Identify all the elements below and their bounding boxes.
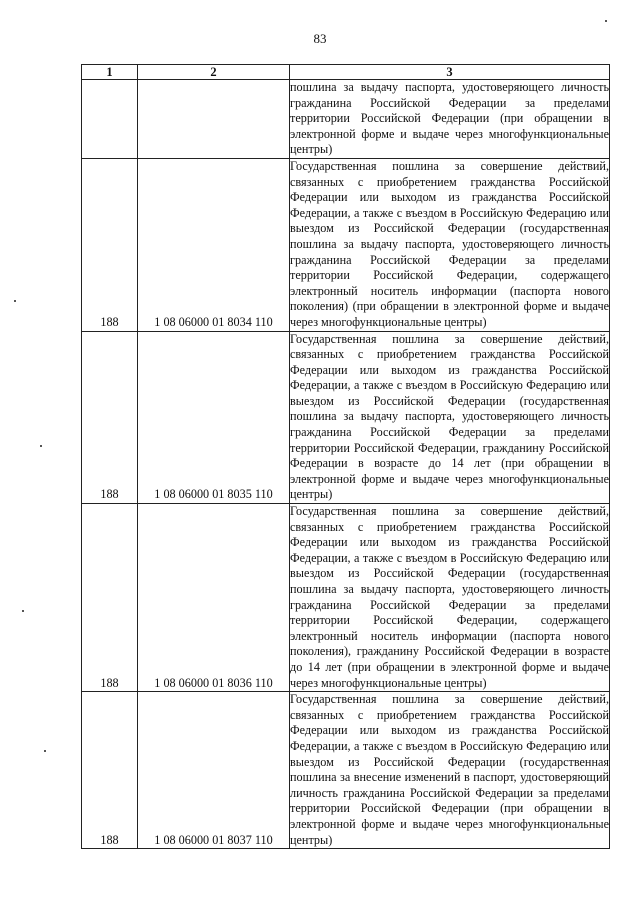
budget-code-cell (138, 80, 290, 159)
description-cell: Государственная пошлина за совершение действий, связанных с приобретением гражданства Российской Федерации или выходом из гражданства Российской Федерации, а также с въездом в Российскую Федерацию или выездом из Российской Федерации (государственная пошлина за внесение изменений в паспорт, удостоверяющий личность гражданина Российской Федерации за пределами территории Российской Федерации (при обращении в электронной форме и выдаче через многофункциональные центры) (290, 692, 610, 849)
table-row (82, 504, 610, 692)
column-header: 1 (82, 65, 138, 80)
budget-code-cell: 1 08 06000 01 8036 110 (138, 504, 290, 692)
table-row (82, 80, 610, 159)
column-header: 2 (138, 65, 290, 80)
budget-code-cell: 1 08 06000 01 8034 110 (138, 158, 290, 331)
scan-speck (22, 610, 24, 612)
scan-speck (14, 300, 16, 302)
column-header: 3 (290, 65, 610, 80)
budget-code-cell: 1 08 06000 01 8035 110 (138, 331, 290, 504)
scan-speck (40, 445, 42, 447)
description-cell: пошлина за выдачу паспорта, удостоверяющего личность гражданина Российской Федерации за пределами территории Российской Федерации (при обращении в электронной форме и выдаче через многофункциональные центры) (290, 80, 610, 159)
table-row (82, 331, 610, 504)
table-row (82, 158, 610, 331)
table-row (82, 692, 610, 849)
scan-speck (44, 750, 46, 752)
scan-speck (605, 20, 607, 22)
description-cell: Государственная пошлина за совершение действий, связанных с приобретением гражданства Российской Федерации или выходом из гражданства Российской Федерации, а также с въездом в Российскую Федерацию или выездом из Российской Федерации (государственная пошлина за выдачу паспорта, удостоверяющего личность гражданина Российской Федерации за пределами территории Российской Федерации, гражданину Российской Федерации в возрасте до 14 лет (при обращении в электронной форме и выдаче через многофункциональные центры) (290, 331, 610, 504)
page-number: 83 (313, 31, 327, 46)
fee-table (81, 64, 610, 849)
admin-code-cell (82, 80, 138, 159)
description-cell: Государственная пошлина за совершение действий, связанных с приобретением гражданства Российской Федерации или выходом из гражданства Российской Федерации, а также с въездом в Российскую Федерацию или выездом из Российской Федерации (государственная пошлина за выдачу паспорта, удостоверяющего личность гражданина Российской Федерации за пределами территории Российской Федерации, содержащего электронный носитель информации (паспорта нового поколения) (при обращении в электронной форме и выдаче через многофункциональные центры) (290, 158, 610, 331)
admin-code-cell: 188 (82, 331, 138, 504)
admin-code-cell: 188 (82, 504, 138, 692)
admin-code-cell: 188 (82, 692, 138, 849)
budget-code-cell: 1 08 06000 01 8037 110 (138, 692, 290, 849)
table-header-row (82, 65, 610, 80)
admin-code-cell: 188 (82, 158, 138, 331)
description-cell: Государственная пошлина за совершение действий, связанных с приобретением гражданства Российской Федерации или выходом из гражданства Российской Федерации, а также с въездом в Российскую Федерацию или выездом из Российской Федерации (государственная пошлина за выдачу паспорта, удостоверяющего личность гражданина Российской Федерации за пределами территории Российской Федерации, содержащего электронный носитель информации (паспорта нового поколения), гражданину Российской Федерации в возрасте до 14 лет (при обращении в электронной форме и выдаче через многофункциональные центры) (290, 504, 610, 692)
